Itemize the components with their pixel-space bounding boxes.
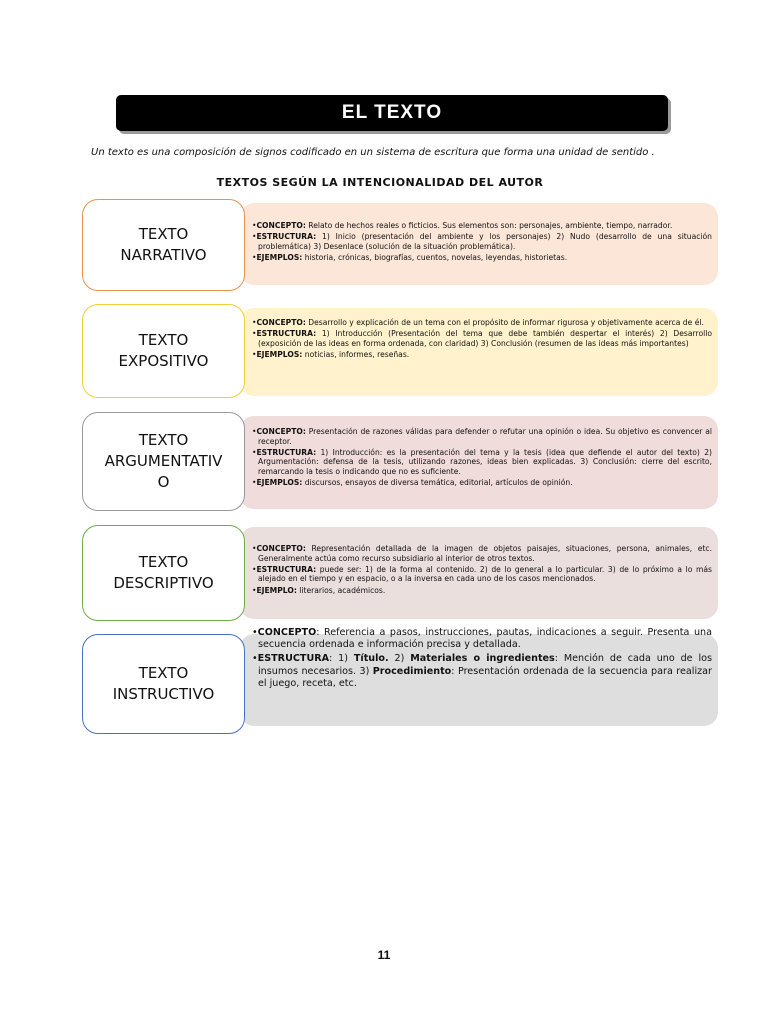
list-item: •ESTRUCTURA: puede ser: 1) de la forma al contenido. 2) de lo general a lo particular. 3) de lo próximo a lo más alejado en el tiempo y en espacio, o a la inversa en cada uno de los casos mencionados. [252,564,712,584]
label-descriptivo: TEXTO DESCRIPTIVO [113,553,214,592]
list-item: •ESTRUCTURA: 1) Introducción: es la presentación del tema y la tesis (idea que defiende el autor del texto) 2) Argumentación: defensa de la tesis, utilizando razones, ideas bien explicadas. 3) Conclusión: cierre del escrito, remarcando la tesis o indicando que no es suficiente. [252,447,712,476]
label-argumentativo: TEXTO ARGUMENTATIV O [104,431,223,491]
list-item: •CONCEPTO: Representación detallada de la imagen de objetos paisajes, situaciones, persona, animales, etc. Generalmente actúa como recurso subsidiario al interior de otros textos. [252,544,712,563]
list-item: •EJEMPLOS: discursos, ensayos de diversa temática, editorial, artículos de opinión. [252,478,573,488]
list-item: •EJEMPLOS: noticias, informes, reseñas. [252,349,410,359]
list-item: •ESTRUCTURA: 1) Inicio (presentación del ambiente y los personajes) 2) Nudo (desarrollo de una situación problemática) 3) Desenlace (solución de la situación problemática). [252,232,712,251]
title-bar [116,95,668,131]
row-narrativo [80,199,720,291]
list-item: •ESTRUCTURA: 1) Introducción (Presentación del tema que debe también despertar el interés) 2) Desarrollo (exposición de las ideas en forma ordenada, con claridad) 3) Conclusión (resumen de las ideas más importantes) [252,329,712,348]
content-expositivo [252,318,712,361]
box-descriptivo [82,525,245,621]
label-instructivo: TEXTO INSTRUCTIVO [112,664,215,703]
list-item: •CONCEPTO: Presentación de razones válidas para defender o refutar una opinión o idea. Su objetivo es convencer al receptor. [252,427,712,446]
row-descriptivo [80,525,720,621]
label-expositivo: TEXTO EXPOSITIVO [118,331,209,370]
box-expositivo [82,304,245,398]
content-instructivo [252,627,712,692]
list-item: •CONCEPTO: Referencia a pasos, instrucciones, pautas, indicaciones a seguir. Presenta una secuencia ordenada e información precisa y detallada. [252,627,712,651]
content-descriptivo [252,544,712,597]
row-instructivo [80,627,720,734]
page-number: 11 [377,948,391,962]
list-item: •CONCEPTO: Relato de hechos reales o ficticios. Sus elementos son: personajes, ambiente, tiempo, narrador. [252,221,673,230]
box-instructivo [82,634,245,734]
box-argumentativo [82,412,245,511]
list-item: •CONCEPTO: Desarrollo y explicación de un tema con el propósito de informar rigurosa y objetivamente acerca de él. [252,318,704,327]
intro-paragraph: Un texto es una composición de signos codificado en un sistema de escritura que forma una unidad de sentido . [91,147,655,158]
list-item: •EJEMPLOS: historia, crónicas, biografías, cuentos, novelas, leyendas, historietas. [252,252,568,262]
box-narrativo [82,199,245,291]
row-argumentativo [80,412,720,511]
row-expositivo [80,304,720,398]
page-title: EL TEXTO [341,102,443,123]
content-narrativo [252,221,712,264]
label-narrativo: TEXTO NARRATIVO [120,225,207,264]
section-subtitle: TEXTOS SEGÚN LA INTENCIONALIDAD DEL AUTOR [216,176,544,189]
list-item: •EJEMPLO: literarios, académicos. [252,585,386,595]
list-item: •ESTRUCTURA: 1) Título. 2) Materiales o ingredientes: Mención de cada uno de los insumos necesarios. 3) Procedimiento: Presentación ordenada de la secuencia para realizar el juego, receta, etc. [252,653,712,690]
content-argumentativo [252,427,712,489]
